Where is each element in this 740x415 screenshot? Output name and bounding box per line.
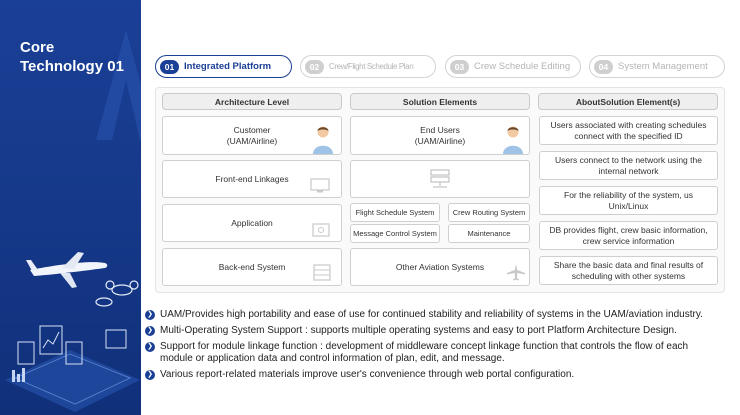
person-icon — [502, 124, 524, 154]
solution-end-users: End Users (UAM/Airline) — [350, 116, 530, 155]
column-header-solution: Solution Elements — [350, 93, 530, 110]
tab-label: Integrated Platform — [184, 61, 272, 72]
solution-other-aviation: Other Aviation Systems — [350, 248, 530, 286]
tab-crew-flight-schedule-plan[interactable] — [300, 55, 436, 78]
server-icon — [429, 169, 451, 189]
about-item: Users connect to the network using the internal network — [539, 151, 718, 180]
sidebar — [0, 0, 141, 415]
about-item: For the reliability of the system, us Unix/Linux — [539, 186, 718, 215]
list-item-text: Support for module linkage function : development of middleware concept linkage function that controls the flow of each module or application data and control information of plan, edit, and message. — [160, 341, 689, 364]
architecture-application: Application — [162, 204, 342, 242]
solution-message-control-system: Message Control System — [350, 224, 440, 243]
list-item — [145, 369, 740, 381]
list-item — [145, 341, 740, 364]
chevron-right-icon: ❯ — [145, 342, 155, 352]
person-icon — [312, 124, 334, 154]
architecture-frontend: Front-end Linkages — [162, 160, 342, 198]
chevron-right-icon: ❯ — [145, 310, 155, 320]
list-item-text: UAM/Provides high portability and ease of use for continued stability and reliability of systems in the UAM/aviation industry. — [160, 309, 703, 320]
tab-label: System Management — [618, 61, 708, 72]
tab-number: 01 — [160, 60, 179, 74]
about-item: Share the basic data and final results of scheduling with other systems — [539, 256, 718, 285]
monitor-icon — [310, 178, 330, 193]
database-server-icon — [313, 264, 331, 281]
about-item: DB provides flight, crew basic information, crew service information — [539, 221, 718, 250]
tab-system-management[interactable] — [589, 55, 725, 78]
aviation-illustration — [0, 230, 141, 415]
list-item-text: Various report-related materials improve user's convenience through web portal configuration. — [160, 368, 575, 380]
solution-crew-routing-system: Crew Routing System — [448, 203, 530, 222]
list-item — [145, 325, 740, 337]
airplane-icon — [26, 252, 107, 288]
tab-label: Crew Schedule Editing — [474, 61, 571, 72]
chevron-right-icon: ❯ — [145, 370, 155, 380]
feature-list — [145, 309, 740, 385]
column-header-architecture: Architecture Level — [162, 93, 342, 110]
architecture-customer: Customer (UAM/Airline) — [162, 116, 342, 155]
solution-network — [350, 160, 530, 198]
solution-maintenance: Maintenance — [448, 224, 530, 243]
chevron-right-icon: ❯ — [145, 326, 155, 336]
tab-number: 03 — [450, 60, 469, 74]
application-window-icon — [312, 223, 330, 237]
tab-number: 02 — [305, 60, 324, 74]
airplane-icon — [506, 263, 526, 281]
section-title: Core Technology 01 — [20, 39, 124, 75]
tab-crew-schedule-editing[interactable] — [445, 55, 581, 78]
drone-icon — [96, 281, 138, 306]
architecture-backend: Back-end System — [162, 248, 342, 286]
column-header-about: AboutSolution Element(s) — [538, 93, 718, 110]
platform-graphic — [5, 326, 140, 412]
about-item: Users associated with creating schedules connect with the specified ID — [539, 116, 718, 145]
tab-integrated-platform[interactable] — [155, 55, 292, 78]
tab-label: Crew/Flight Schedule Plan — [329, 62, 414, 71]
list-item-text: Multi-Operating System Support : supports multiple operating systems and easy to port Platform Architecture Design. — [160, 325, 677, 336]
list-item — [145, 309, 740, 321]
solution-flight-schedule-system: Flight Schedule System — [350, 203, 440, 222]
tab-number: 04 — [594, 60, 613, 74]
